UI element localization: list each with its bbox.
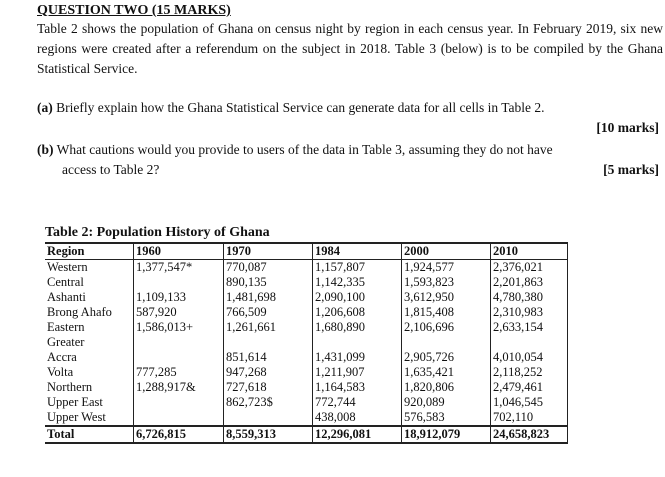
population-cell: 1,142,335: [313, 275, 402, 290]
population-cell: 766,509: [224, 305, 313, 320]
population-cell: 1,206,608: [313, 305, 402, 320]
population-cell: 438,008: [313, 410, 402, 426]
population-cell: [224, 410, 313, 426]
population-cell: 1,288,917&: [134, 380, 224, 395]
question-a: [37, 98, 663, 138]
table-row: [45, 305, 568, 320]
total-1984: 12,296,081: [313, 426, 402, 443]
header-2010: 2010: [491, 243, 568, 260]
region-cell: Northern: [45, 380, 134, 395]
total-2010: 24,658,823: [491, 426, 568, 443]
table-row: [45, 350, 568, 365]
question-a-label: (a): [37, 100, 53, 115]
population-cell: 1,586,013+: [134, 320, 224, 335]
table-row: [45, 380, 568, 395]
region-cell: Accra: [45, 350, 134, 365]
population-cell: [134, 335, 224, 350]
population-cell: 1,377,547*: [134, 260, 224, 276]
question-b-marks: [5 marks]: [603, 162, 659, 177]
table-row: [45, 410, 568, 426]
question-heading: QUESTION TWO (15 MARKS): [37, 3, 231, 18]
population-cell: 2,310,983: [491, 305, 568, 320]
population-cell: [224, 335, 313, 350]
header-region: Region: [45, 243, 134, 260]
population-cell: 770,087: [224, 260, 313, 276]
population-cell: 2,106,696: [402, 320, 491, 335]
table-row: [45, 335, 568, 350]
region-cell: Brong Ahafo: [45, 305, 134, 320]
population-cell: 1,680,890: [313, 320, 402, 335]
table-header-row: [45, 243, 568, 260]
region-cell: Upper West: [45, 410, 134, 426]
population-cell: 587,920: [134, 305, 224, 320]
population-cell: 890,135: [224, 275, 313, 290]
population-cell: [491, 335, 568, 350]
population-cell: 1,109,133: [134, 290, 224, 305]
region-cell: Greater: [45, 335, 134, 350]
population-cell: 1,164,583: [313, 380, 402, 395]
population-cell: 1,157,807: [313, 260, 402, 276]
population-cell: 3,612,950: [402, 290, 491, 305]
population-cell: 1,924,577: [402, 260, 491, 276]
population-cell: 1,815,408: [402, 305, 491, 320]
region-cell: Western: [45, 260, 134, 276]
population-cell: 1,046,545: [491, 395, 568, 410]
header-1984: 1984: [313, 243, 402, 260]
population-cell: [134, 410, 224, 426]
header-2000: 2000: [402, 243, 491, 260]
total-1960: 6,726,815: [134, 426, 224, 443]
population-cell: 2,633,154: [491, 320, 568, 335]
population-cell: 2,090,100: [313, 290, 402, 305]
question-b-label: (b): [37, 142, 54, 157]
table-row: [45, 365, 568, 380]
header-1970: 1970: [224, 243, 313, 260]
table-row: [45, 395, 568, 410]
population-cell: 576,583: [402, 410, 491, 426]
population-cell: 1,820,806: [402, 380, 491, 395]
header-1960: 1960: [134, 243, 224, 260]
population-cell: [313, 335, 402, 350]
population-cell: 1,635,421: [402, 365, 491, 380]
population-cell: 777,285: [134, 365, 224, 380]
region-cell: Central: [45, 275, 134, 290]
population-cell: 947,268: [224, 365, 313, 380]
region-cell: Upper East: [45, 395, 134, 410]
population-cell: 2,479,461: [491, 380, 568, 395]
population-cell: 702,110: [491, 410, 568, 426]
region-cell: Eastern: [45, 320, 134, 335]
question-a-marks: [10 marks]: [596, 120, 659, 135]
population-cell: [134, 350, 224, 365]
population-cell: 1,261,661: [224, 320, 313, 335]
table-title: Table 2: Population History of Ghana: [45, 225, 270, 240]
population-cell: 851,614: [224, 350, 313, 365]
population-cell: 1,481,698: [224, 290, 313, 305]
population-cell: 4,780,380: [491, 290, 568, 305]
population-table: [45, 242, 568, 444]
total-2000: 18,912,079: [402, 426, 491, 443]
population-cell: 1,593,823: [402, 275, 491, 290]
population-cell: 2,201,863: [491, 275, 568, 290]
table-row: [45, 260, 568, 276]
table-row: [45, 320, 568, 335]
population-cell: [134, 395, 224, 410]
population-cell: [402, 335, 491, 350]
population-cell: 862,723$: [224, 395, 313, 410]
population-cell: [134, 275, 224, 290]
population-cell: 727,618: [224, 380, 313, 395]
population-cell: 920,089: [402, 395, 491, 410]
table-total-row: [45, 426, 568, 443]
table-row: [45, 275, 568, 290]
region-cell: Volta: [45, 365, 134, 380]
total-label: Total: [45, 426, 134, 443]
population-cell: 4,010,054: [491, 350, 568, 365]
population-cell: 2,905,726: [402, 350, 491, 365]
population-cell: 1,211,907: [313, 365, 402, 380]
table-row: [45, 290, 568, 305]
question-b: [37, 140, 663, 180]
region-cell: Ashanti: [45, 290, 134, 305]
total-1970: 8,559,313: [224, 426, 313, 443]
population-cell: 2,118,252: [491, 365, 568, 380]
question-b-text: What cautions would you provide to users of the data in Table 3, assuming they do not have: [56, 142, 553, 157]
question-a-text: Briefly explain how the Ghana Statistical Service can generate data for all cells in Table 2.: [56, 100, 545, 115]
population-cell: 2,376,021: [491, 260, 568, 276]
question-b-text-cont: access to Table 2?: [62, 162, 160, 177]
population-cell: 772,744: [313, 395, 402, 410]
intro-paragraph: Table 2 shows the population of Ghana on census night by region in each census year. In February 2019, six new regions were created after a referendum on the subject in 2018. Table 3 (below) is to be compiled by the Ghana Statistical Service.: [37, 21, 663, 76]
population-cell: 1,431,099: [313, 350, 402, 365]
